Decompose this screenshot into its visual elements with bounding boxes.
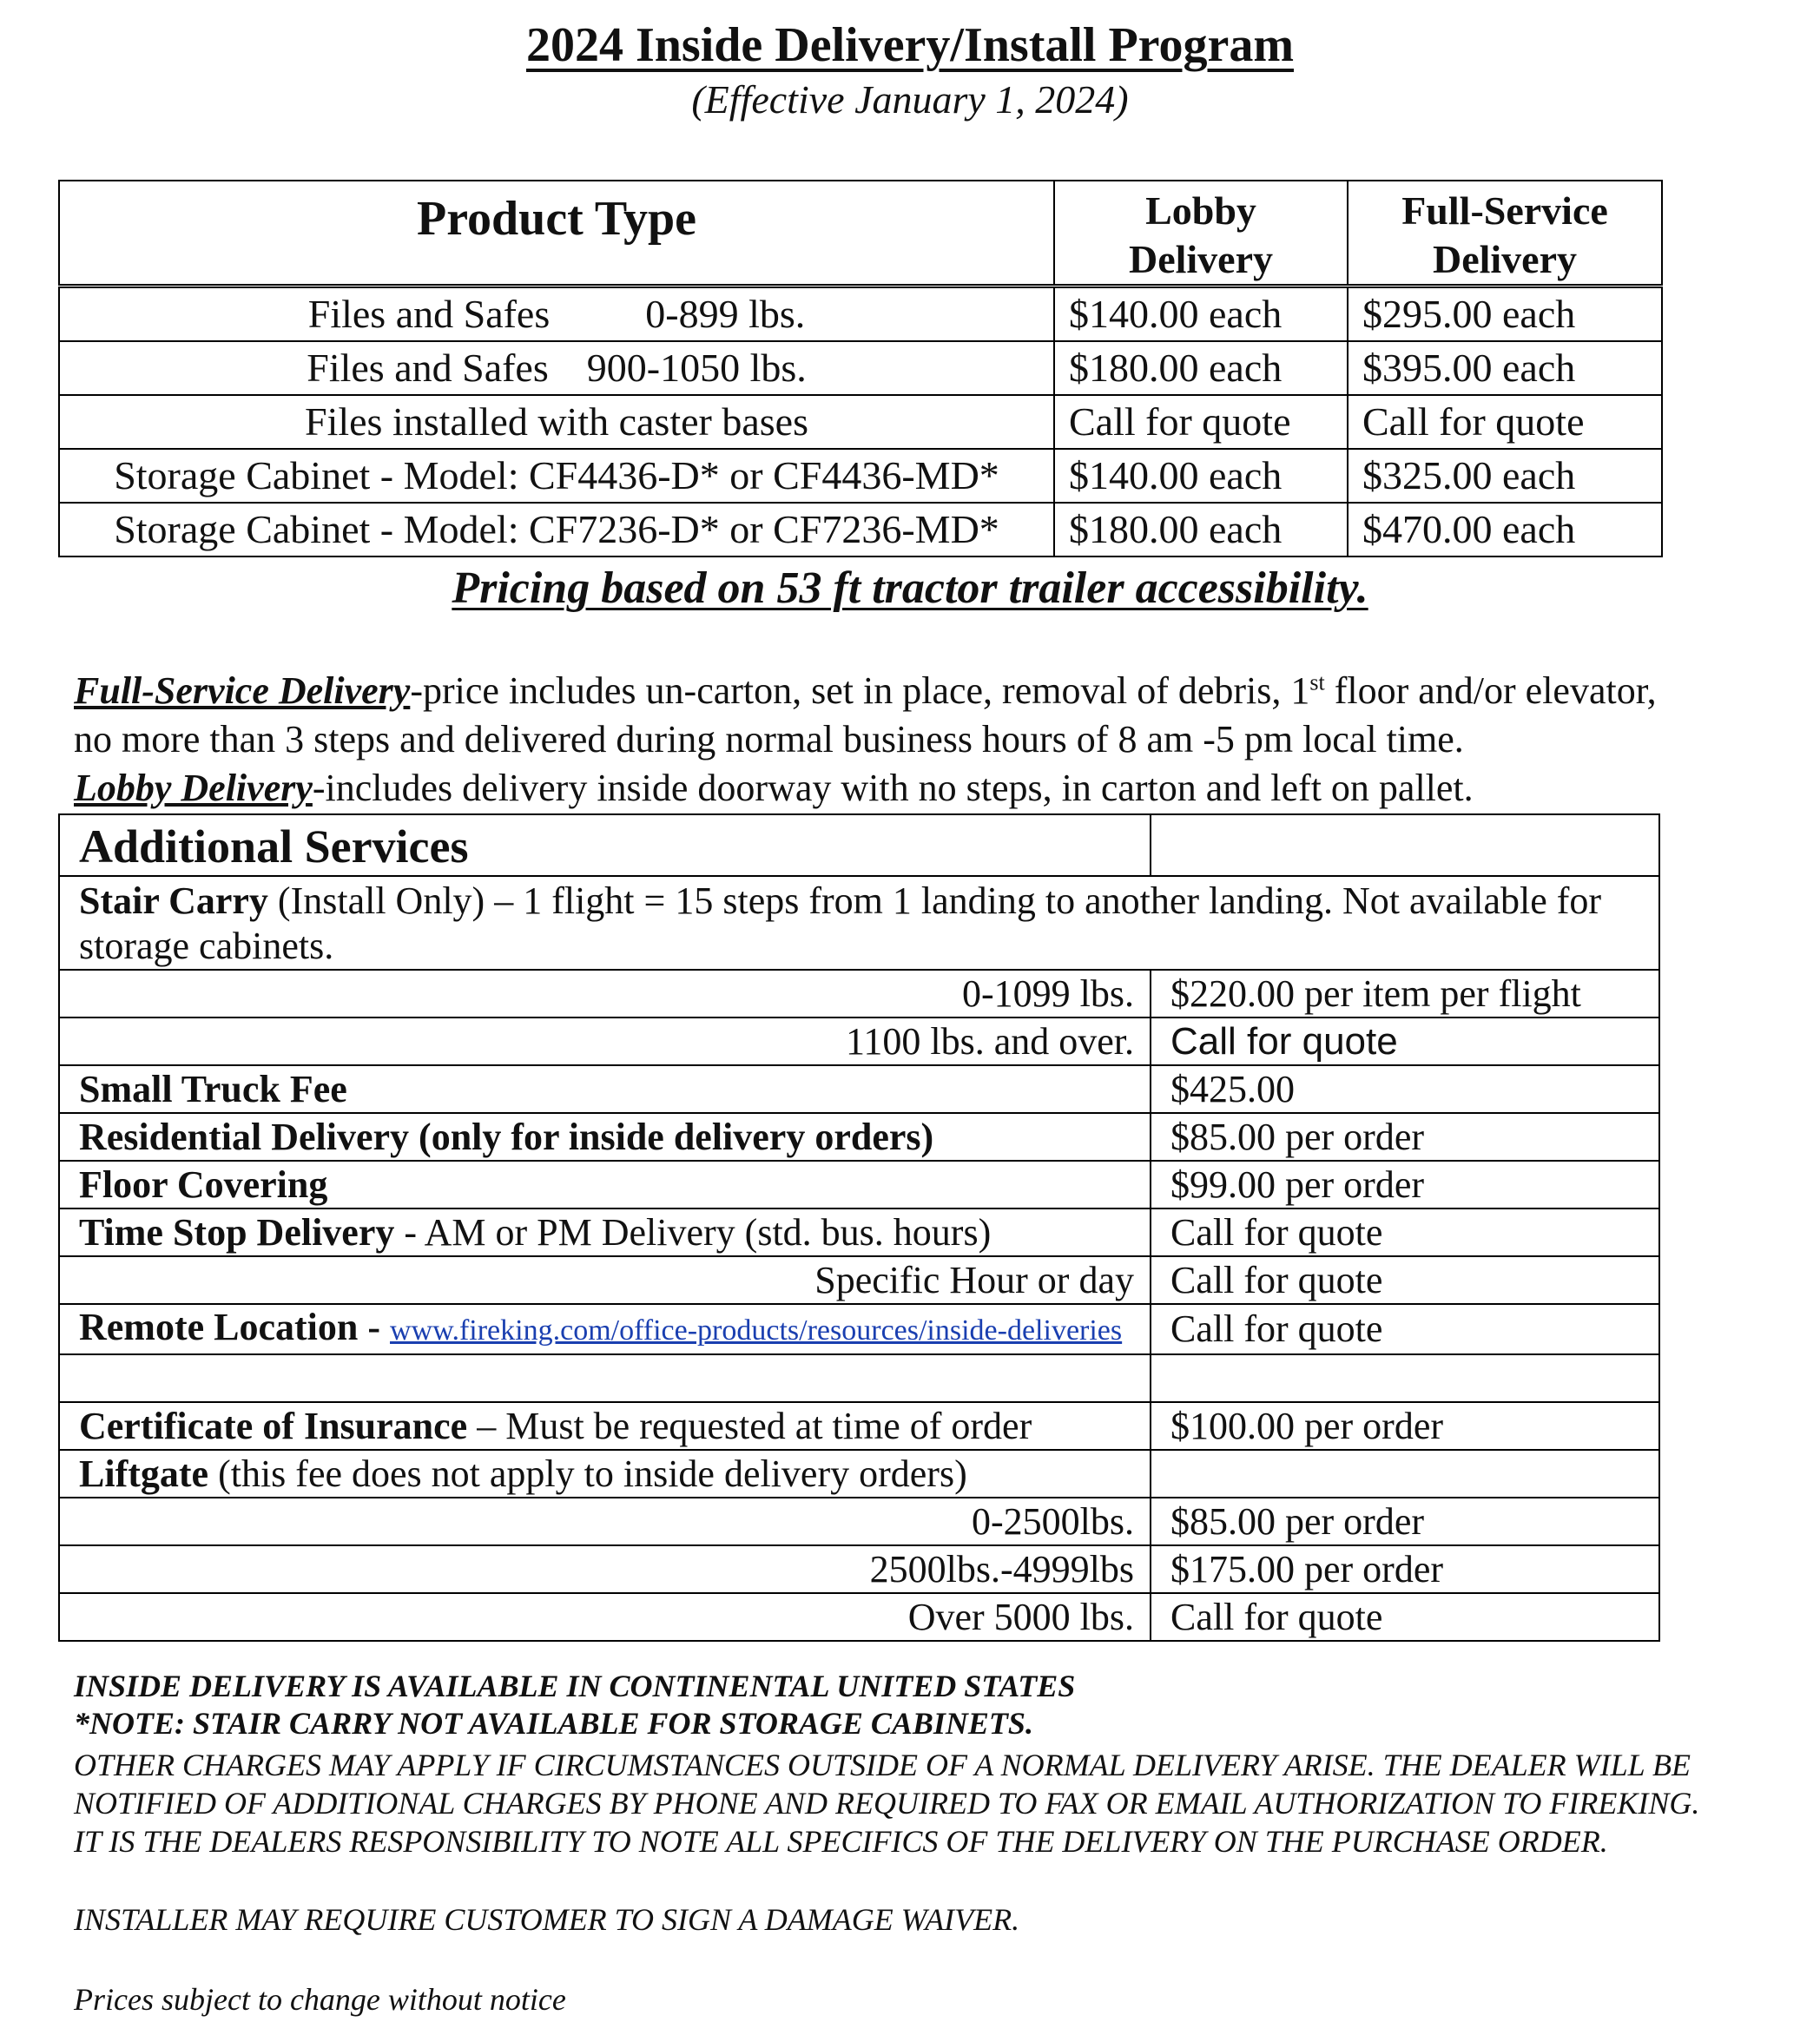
service-label: 2500lbs.-4999lbs	[59, 1545, 1151, 1593]
table-row	[59, 341, 1662, 395]
table-row	[59, 1113, 1659, 1161]
product-name: Files and Safes 900-1050 lbs.	[59, 341, 1054, 395]
additional-services-table	[58, 813, 1660, 1642]
full-service-description: Full-Service Delivery-price includes un-carton, set in place, removal of debris, 1st floor and/or elevator,	[74, 669, 1657, 712]
footer-price-notice: Prices subject to change without notice	[74, 1982, 566, 2017]
table-row	[59, 1304, 1659, 1354]
table-row	[59, 449, 1662, 503]
empty-cell	[1151, 1354, 1659, 1402]
full-service-price: $325.00 each	[1348, 449, 1662, 503]
service-label: 0-1099 lbs.	[59, 970, 1151, 1018]
full-service-term: Full-Service Delivery	[74, 669, 411, 712]
service-label: Small Truck Fee	[59, 1065, 1151, 1113]
table-row	[59, 1593, 1659, 1641]
product-name: Storage Cabinet - Model: CF7236-D* or CF7236-MD*	[59, 503, 1054, 556]
service-price: Call for quote	[1151, 1593, 1659, 1641]
service-label: Certificate of Insurance – Must be requested at time of order	[59, 1402, 1151, 1450]
remote-location-link[interactable]: www.fireking.com/office-products/resources/inside-deliveries	[390, 1314, 1123, 1347]
table-row	[59, 1402, 1659, 1450]
footer-availability: INSIDE DELIVERY IS AVAILABLE IN CONTINENTAL UNITED STATES	[74, 1669, 1076, 1703]
service-label: Over 5000 lbs.	[59, 1593, 1151, 1641]
full-service-description-line2: no more than 3 steps and delivered during normal business hours of 8 am -5 pm local time.	[74, 718, 1464, 761]
product-price-table	[58, 180, 1663, 557]
service-label: Floor Covering	[59, 1161, 1151, 1208]
table-row	[59, 1208, 1659, 1256]
empty-cell	[59, 1354, 1151, 1402]
service-price: Call for quote	[1151, 1208, 1659, 1256]
full-service-price: $470.00 each	[1348, 503, 1662, 556]
footer-charges-line2: NOTIFIED OF ADDITIONAL CHARGES BY PHONE AND REQUIRED TO FAX OR EMAIL AUTHORIZATION TO FIREKING.	[74, 1786, 1700, 1821]
product-name: Files installed with caster bases	[59, 395, 1054, 449]
page-subtitle: (Effective January 1, 2024)	[691, 77, 1129, 122]
lobby-price: Call for quote	[1054, 395, 1348, 449]
table-row	[59, 286, 1662, 342]
table-row	[59, 1065, 1659, 1113]
table-row	[59, 503, 1662, 556]
service-label: 0-2500lbs.	[59, 1498, 1151, 1545]
full-service-header: Full-Service Delivery	[1348, 181, 1662, 286]
table-row	[59, 970, 1659, 1018]
service-price: $175.00 per order	[1151, 1545, 1659, 1593]
empty-cell	[1151, 814, 1659, 876]
footer-damage-waiver: INSTALLER MAY REQUIRE CUSTOMER TO SIGN A DAMAGE WAIVER.	[74, 1902, 1020, 1937]
empty-cell	[1151, 1450, 1659, 1498]
lobby-price: $180.00 each	[1054, 503, 1348, 556]
lobby-price: $180.00 each	[1054, 341, 1348, 395]
pricing-note: Pricing based on 53 ft tractor trailer accessibility.	[452, 563, 1368, 613]
lobby-description: Lobby Delivery-includes delivery inside doorway with no steps, in carton and left on pallet.	[74, 767, 1474, 809]
product-table-header	[59, 181, 1662, 286]
service-price: $85.00 per order	[1151, 1113, 1659, 1161]
service-label: 1100 lbs. and over.	[59, 1018, 1151, 1065]
service-label: Liftgate (this fee does not apply to inside delivery orders)	[59, 1450, 1151, 1498]
product-type-header: Product Type	[59, 181, 1054, 286]
full-service-price: $395.00 each	[1348, 341, 1662, 395]
service-label: Specific Hour or day	[59, 1256, 1151, 1304]
service-price: Call for quote	[1151, 1256, 1659, 1304]
stair-carry-description: Stair Carry (Install Only) – 1 flight = 15 steps from 1 landing to another landing. Not available for storage cabinets.	[59, 876, 1659, 970]
service-price: Call for quote	[1151, 1018, 1659, 1065]
services-header-row	[59, 814, 1659, 876]
lobby-price: $140.00 each	[1054, 449, 1348, 503]
footer-stair-note: *NOTE: STAIR CARRY NOT AVAILABLE FOR STORAGE CABINETS.	[74, 1706, 1033, 1741]
table-row	[59, 1498, 1659, 1545]
service-price: $220.00 per item per flight	[1151, 970, 1659, 1018]
service-label: Time Stop Delivery - AM or PM Delivery (std. bus. hours)	[59, 1208, 1151, 1256]
service-price: Call for quote	[1151, 1304, 1659, 1354]
service-price: $85.00 per order	[1151, 1498, 1659, 1545]
lobby-term: Lobby Delivery	[74, 767, 313, 809]
lobby-delivery-header: Lobby Delivery	[1054, 181, 1348, 286]
full-service-price: $295.00 each	[1348, 286, 1662, 342]
table-row	[59, 1256, 1659, 1304]
service-price: $100.00 per order	[1151, 1402, 1659, 1450]
service-price: $425.00	[1151, 1065, 1659, 1113]
product-name: Storage Cabinet - Model: CF4436-D* or CF4436-MD*	[59, 449, 1054, 503]
table-row	[59, 1018, 1659, 1065]
table-row	[59, 395, 1662, 449]
lobby-price: $140.00 each	[1054, 286, 1348, 342]
table-row	[59, 1161, 1659, 1208]
footer-charges-line1: OTHER CHARGES MAY APPLY IF CIRCUMSTANCES OUTSIDE OF A NORMAL DELIVERY ARISE. THE DEALER WILL BE	[74, 1748, 1691, 1782]
footer-charges-line3: IT IS THE DEALERS RESPONSIBILITY TO NOTE ALL SPECIFICS OF THE DELIVERY ON THE PURCHASE ORDER.	[74, 1824, 1608, 1859]
services-header: Additional Services	[59, 814, 1151, 876]
product-name: Files and Safes 0-899 lbs.	[59, 286, 1054, 342]
service-label: Remote Location - www.fireking.com/office-products/resources/inside-deliveries	[59, 1304, 1151, 1354]
full-service-price: Call for quote	[1348, 395, 1662, 449]
service-label: Residential Delivery (only for inside delivery orders)	[59, 1113, 1151, 1161]
page-title: 2024 Inside Delivery/Install Program	[525, 18, 1295, 72]
empty-row	[59, 1354, 1659, 1402]
stair-carry-row	[59, 876, 1659, 970]
service-price: $99.00 per order	[1151, 1161, 1659, 1208]
table-row	[59, 1545, 1659, 1593]
table-row	[59, 1450, 1659, 1498]
